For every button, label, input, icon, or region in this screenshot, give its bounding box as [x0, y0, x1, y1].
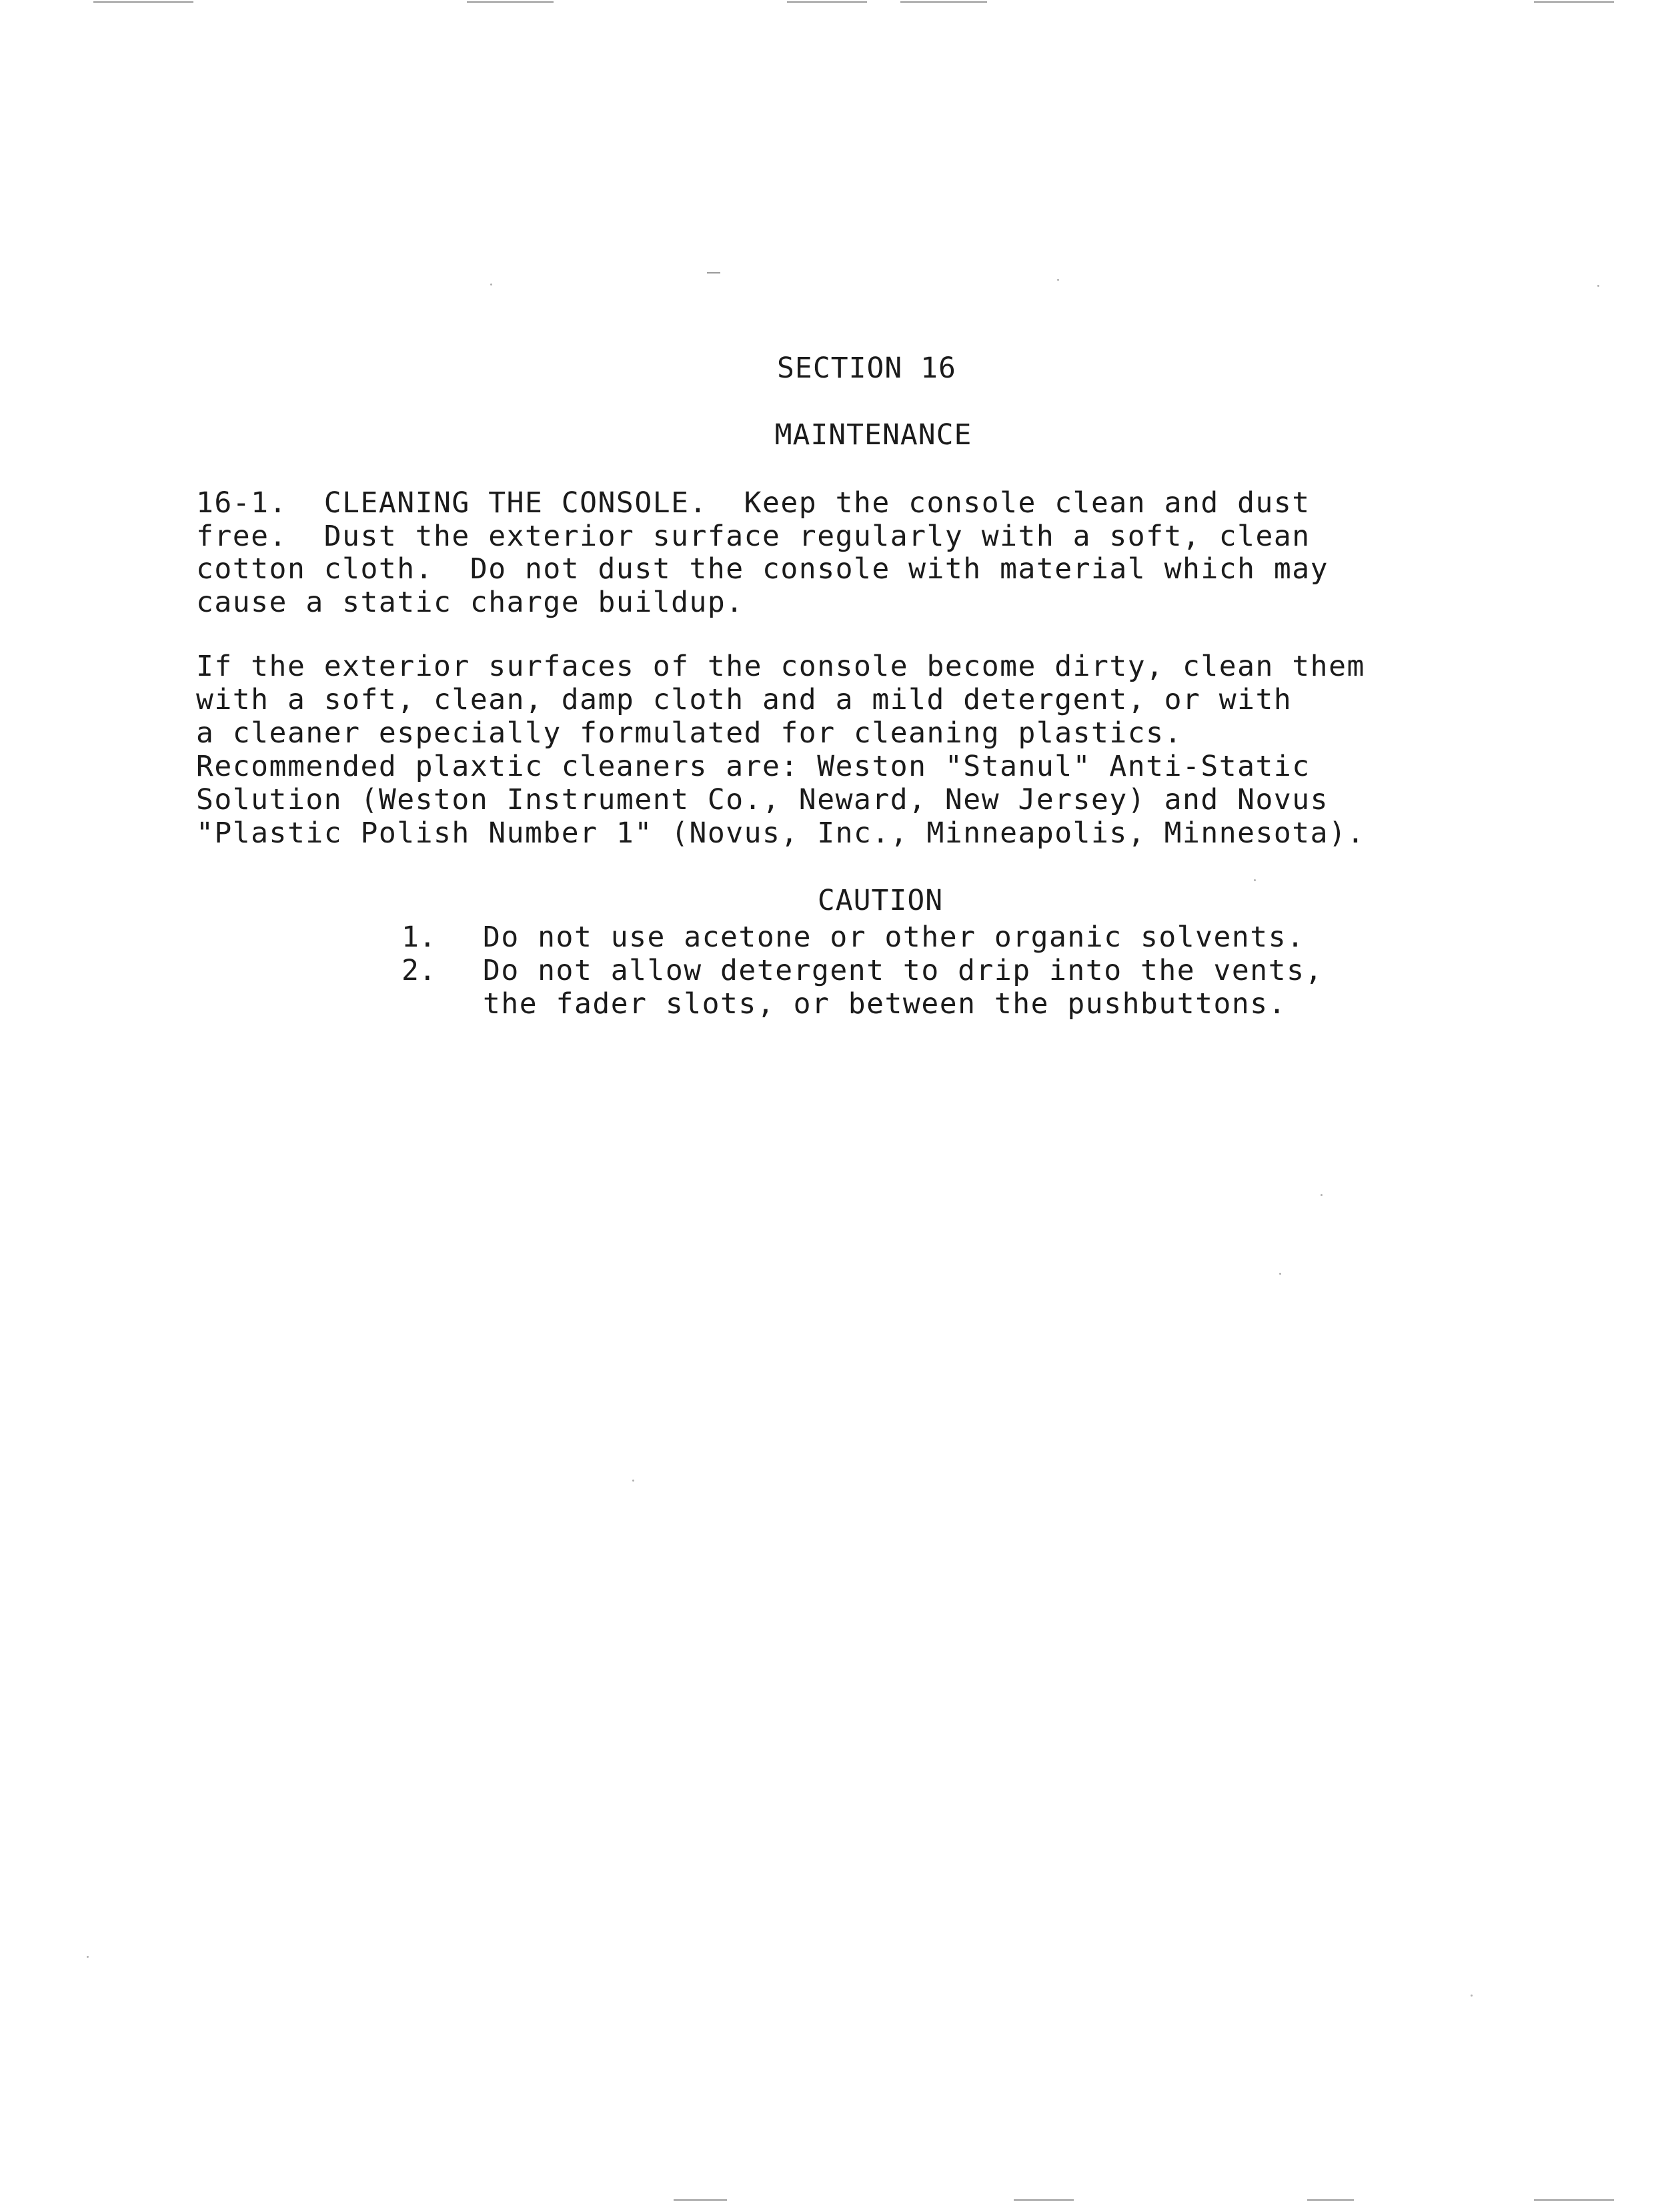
scan-speck — [1471, 1995, 1473, 1997]
caution-item-number: 1. — [401, 921, 436, 954]
scan-edge-mark — [1014, 2199, 1074, 2201]
section-subtitle: MAINTENANCE — [774, 418, 972, 452]
scan-speck — [1597, 285, 1599, 287]
scan-edge-mark — [1534, 1, 1614, 3]
scan-edge-mark — [1534, 2199, 1614, 2201]
paragraph-line: Solution (Weston Instrument Co., Neward, New Jersey) and Novus — [196, 783, 1329, 816]
paragraph-line: 16-1. CLEANING THE CONSOLE. Keep the console clean and dust — [196, 486, 1311, 520]
scan-speck — [1321, 1194, 1323, 1196]
paragraph-line: a cleaner especially formulated for cleaning plastics. — [196, 716, 1182, 750]
scan-edge-mark — [787, 1, 867, 3]
scan-edge-mark — [674, 2199, 727, 2201]
caution-item-text: the fader slots, or between the pushbuttons. — [483, 987, 1287, 1021]
caution-item-text: Do not use acetone or other organic solvents. — [483, 921, 1305, 954]
scan-edge-mark — [467, 1, 554, 3]
caution-item-text: Do not allow detergent to drip into the vents, — [483, 954, 1323, 987]
scan-speck — [1254, 879, 1256, 881]
paragraph-line: with a soft, clean, damp cloth and a mild detergent, or with — [196, 683, 1293, 716]
section-title: SECTION 16 — [777, 352, 956, 385]
paragraph-line: cause a static charge buildup. — [196, 586, 744, 619]
paragraph-line: free. Dust the exterior surface regularly with a soft, clean — [196, 520, 1311, 553]
scan-speck — [1279, 1273, 1281, 1275]
scan-edge-mark — [707, 272, 720, 273]
scan-speck — [1057, 279, 1059, 281]
paragraph-line: "Plastic Polish Number 1" (Novus, Inc., Minneapolis, Minnesota). — [196, 816, 1365, 850]
paragraph-line: Recommended plaxtic cleaners are: Weston "Stanul" Anti-Static — [196, 750, 1311, 783]
scan-edge-mark — [900, 1, 987, 3]
paragraph-line: cotton cloth. Do not dust the console with material which may — [196, 552, 1329, 586]
caution-title: CAUTION — [817, 884, 944, 917]
scan-speck — [87, 1956, 89, 1958]
caution-item-number: 2. — [401, 954, 436, 987]
paragraph-line: If the exterior surfaces of the console become dirty, clean them — [196, 650, 1365, 683]
scan-speck — [490, 284, 492, 286]
scan-speck — [632, 1480, 634, 1482]
scan-edge-mark — [93, 1, 193, 3]
scan-edge-mark — [1307, 2199, 1354, 2201]
